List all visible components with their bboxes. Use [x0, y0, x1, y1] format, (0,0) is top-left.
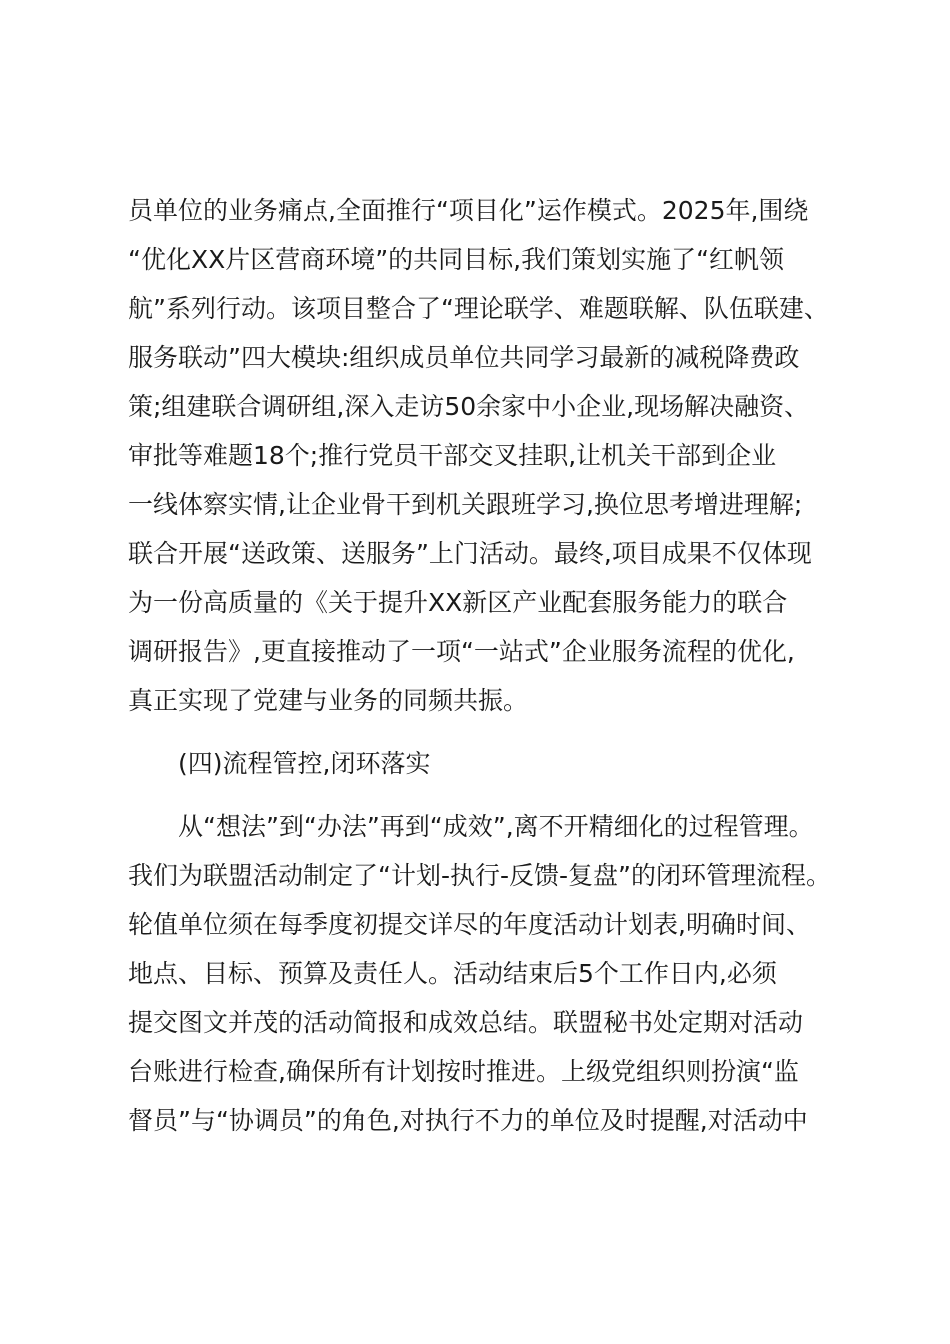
- body-text-line: 督员”与“协调员”的角色,对执行不力的单位及时提醒,对活动中: [128, 1106, 808, 1135]
- body-text-line: 真正实现了党建与业务的同频共振。: [128, 686, 529, 715]
- body-text-line: 轮值单位须在每季度初提交详尽的年度活动计划表,明确时间、: [128, 910, 811, 939]
- body-text-line: 提交图文并茂的活动简报和成效总结。联盟秘书处定期对活动: [128, 1008, 804, 1037]
- body-text-line: 航”系列行动。该项目整合了“理论联学、难题联解、队伍联建、: [128, 294, 829, 323]
- body-text-line: 调研报告》,更直接推动了一项“一站式”企业服务流程的优化,: [128, 637, 795, 666]
- body-text-line: 地点、目标、预算及责任人。活动结束后5个工作日内,必须: [128, 959, 777, 988]
- body-text-line: 员单位的业务痛点,全面推行“项目化”运作模式。2025年,围绕: [128, 196, 809, 225]
- body-text-line: 一线体察实情,让企业骨干到机关跟班学习,换位思考增进理解;: [128, 490, 803, 519]
- body-text-line: 我们为联盟活动制定了“计划-执行-反馈-复盘”的闭环管理流程。: [128, 861, 831, 890]
- body-text-line: 台账进行检查,确保所有计划按时推进。上级党组织则扮演“监: [128, 1057, 799, 1086]
- body-text-line: 为一份高质量的《关于提升XX新区产业配套服务能力的联合: [128, 588, 788, 617]
- body-text-line: 审批等难题18个;推行党员干部交叉挂职,让机关干部到企业: [128, 441, 777, 470]
- body-text-line: 策;组建联合调研组,深入走访50余家中小企业,现场解决融资、: [128, 392, 810, 421]
- body-text-line: 联合开展“送政策、送服务”上门活动。最终,项目成果不仅体现: [128, 539, 812, 568]
- body-text-line: 从“想法”到“办法”再到“成效”,离不开精细化的过程管理。: [178, 812, 814, 841]
- section-heading: (四)流程管控,闭环落实: [178, 749, 431, 778]
- body-text-line: “优化XX片区营商环境”的共同目标,我们策划实施了“红帆领: [128, 245, 785, 274]
- body-text-line: 服务联动”四大模块:组织成员单位共同学习最新的减税降费政: [128, 343, 800, 372]
